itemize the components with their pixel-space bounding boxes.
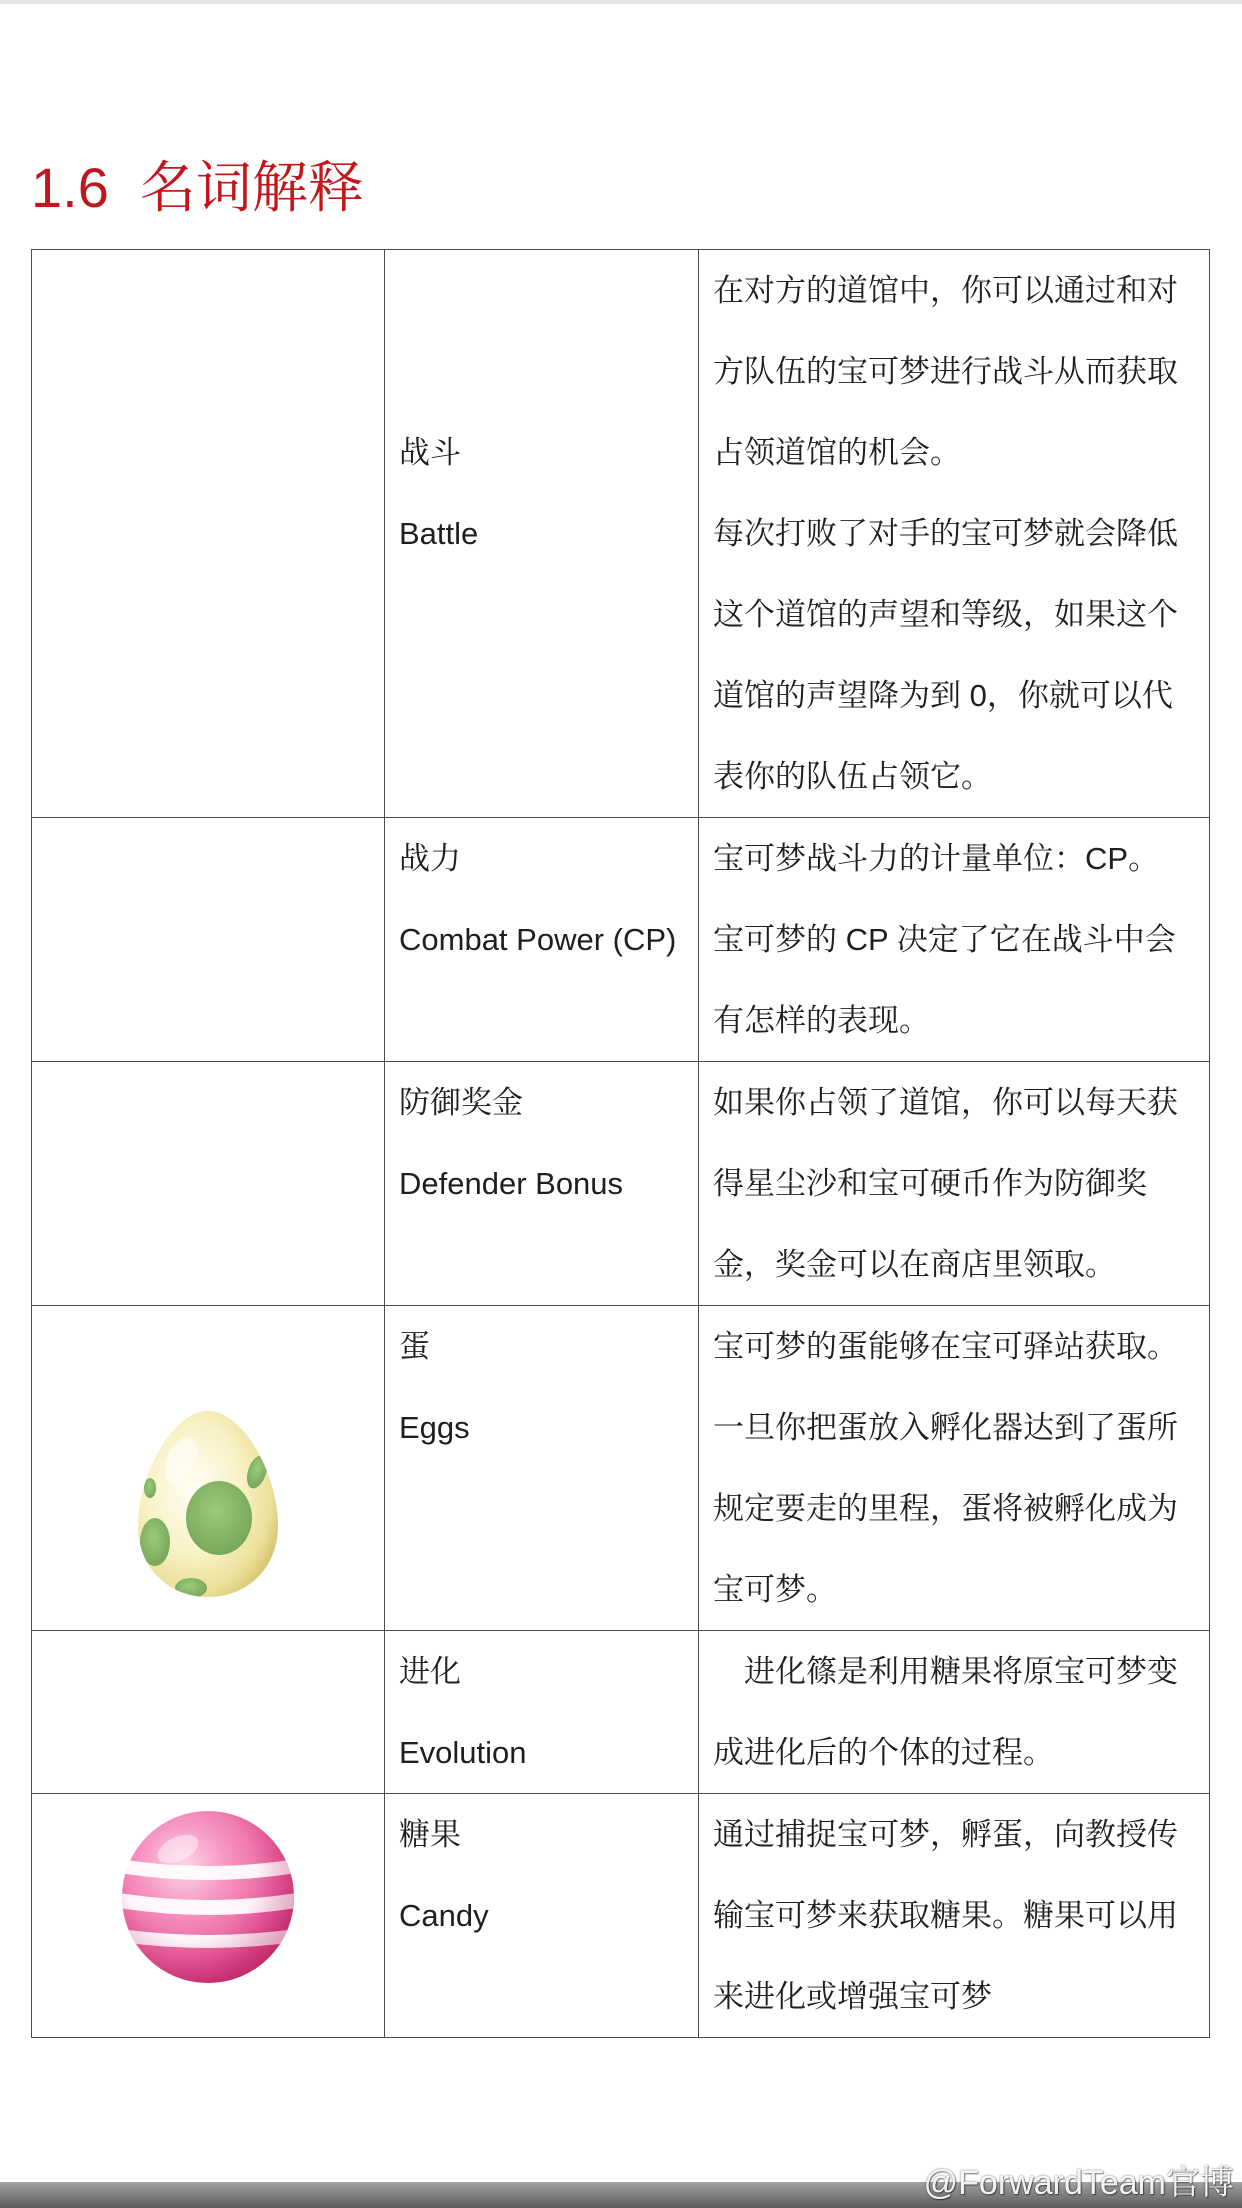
- description-cell: [699, 1631, 1210, 1794]
- description-line: 输宝可梦来获取糖果。糖果可以用: [713, 1898, 1178, 1933]
- description-line: 来进化或增强宝可梦: [713, 1979, 992, 2014]
- term-chinese: 糖果: [399, 1817, 461, 1852]
- term-english: Combat Power (CP): [399, 922, 677, 957]
- term-cell: [385, 1306, 699, 1631]
- glossary-table: [31, 249, 1210, 2038]
- section-heading: [31, 158, 364, 218]
- term-english: Battle: [399, 516, 479, 551]
- description-line: 进化篠是利用糖果将原宝可梦变: [744, 1654, 1178, 1689]
- description-line: 得星尘沙和宝可硬币作为防御奖: [713, 1166, 1147, 1201]
- image-cell: [32, 1062, 385, 1306]
- description-line: 这个道馆的声望和等级，如果这个: [713, 597, 1178, 632]
- glossary-row-eggs: [32, 1306, 1210, 1631]
- description-cell: [699, 818, 1210, 1062]
- description-line: 通过捕捉宝可梦，孵蛋，向教授传: [713, 1817, 1178, 1852]
- description-line: 占领道馆的机会。: [713, 435, 961, 470]
- description-line: 方队伍的宝可梦进行战斗从而获取: [713, 354, 1178, 389]
- term-chinese: 战斗: [399, 435, 461, 470]
- term-english: Defender Bonus: [399, 1166, 624, 1201]
- description-line: 一旦你把蛋放入孵化器达到了蛋所: [713, 1410, 1178, 1445]
- term-english: Eggs: [399, 1410, 470, 1445]
- term-cell: [385, 1794, 699, 2038]
- section-number: 1.6: [31, 156, 109, 219]
- description-cell: [699, 1306, 1210, 1631]
- description-line: 规定要走的里程，蛋将被孵化成为: [713, 1491, 1178, 1526]
- description-line: 每次打败了对手的宝可梦就会降低: [713, 516, 1178, 551]
- term-cell: [385, 818, 699, 1062]
- description-line: 成进化后的个体的过程。: [713, 1735, 1054, 1770]
- description-line: 如果你占领了道馆，你可以每天获: [713, 1085, 1178, 1120]
- term-chinese: 进化: [399, 1654, 461, 1689]
- glossary-row-evolution: [32, 1631, 1210, 1794]
- description-cell: [699, 1794, 1210, 2038]
- glossary-row-battle: [32, 250, 1210, 818]
- term-english: Candy: [399, 1898, 489, 1933]
- term-chinese: 蛋: [399, 1329, 430, 1364]
- description-line: 宝可梦战斗力的计量单位：CP。: [713, 841, 1160, 876]
- image-cell: [32, 818, 385, 1062]
- watermark: @ForwardTeam官博: [923, 2164, 1234, 2202]
- image-cell: [32, 1794, 385, 2038]
- candy-icon: [120, 1809, 296, 1985]
- description-line: 宝可梦。: [713, 1572, 837, 1607]
- egg-icon: [133, 1408, 283, 1600]
- description-line: 在对方的道馆中，你可以通过和对: [713, 273, 1178, 308]
- description-line: 有怎样的表现。: [713, 1003, 930, 1038]
- glossary-row-defender-bonus: [32, 1062, 1210, 1306]
- top-divider: [0, 0, 1242, 4]
- section-title: 名词解释: [139, 156, 364, 219]
- glossary-row-combat-power: [32, 818, 1210, 1062]
- image-cell: [32, 1631, 385, 1794]
- term-chinese: 防御奖金: [399, 1085, 523, 1120]
- term-cell: [385, 250, 699, 818]
- description-cell: [699, 1062, 1210, 1306]
- image-cell: [32, 1306, 385, 1631]
- term-chinese: 战力: [399, 841, 461, 876]
- description-line: 宝可梦的蛋能够在宝可驿站获取。: [713, 1329, 1178, 1364]
- term-cell: [385, 1631, 699, 1794]
- image-cell: [32, 250, 385, 818]
- description-cell: [699, 250, 1210, 818]
- description-line: 宝可梦的 CP 决定了它在战斗中会: [713, 922, 1176, 957]
- description-line: 表你的队伍占领它。: [713, 759, 992, 794]
- description-line: 金，奖金可以在商店里领取。: [713, 1247, 1116, 1282]
- description-line: 道馆的声望降为到 0，你就可以代: [713, 678, 1173, 713]
- glossary-row-candy: [32, 1794, 1210, 2038]
- term-cell: [385, 1062, 699, 1306]
- term-english: Evolution: [399, 1735, 527, 1770]
